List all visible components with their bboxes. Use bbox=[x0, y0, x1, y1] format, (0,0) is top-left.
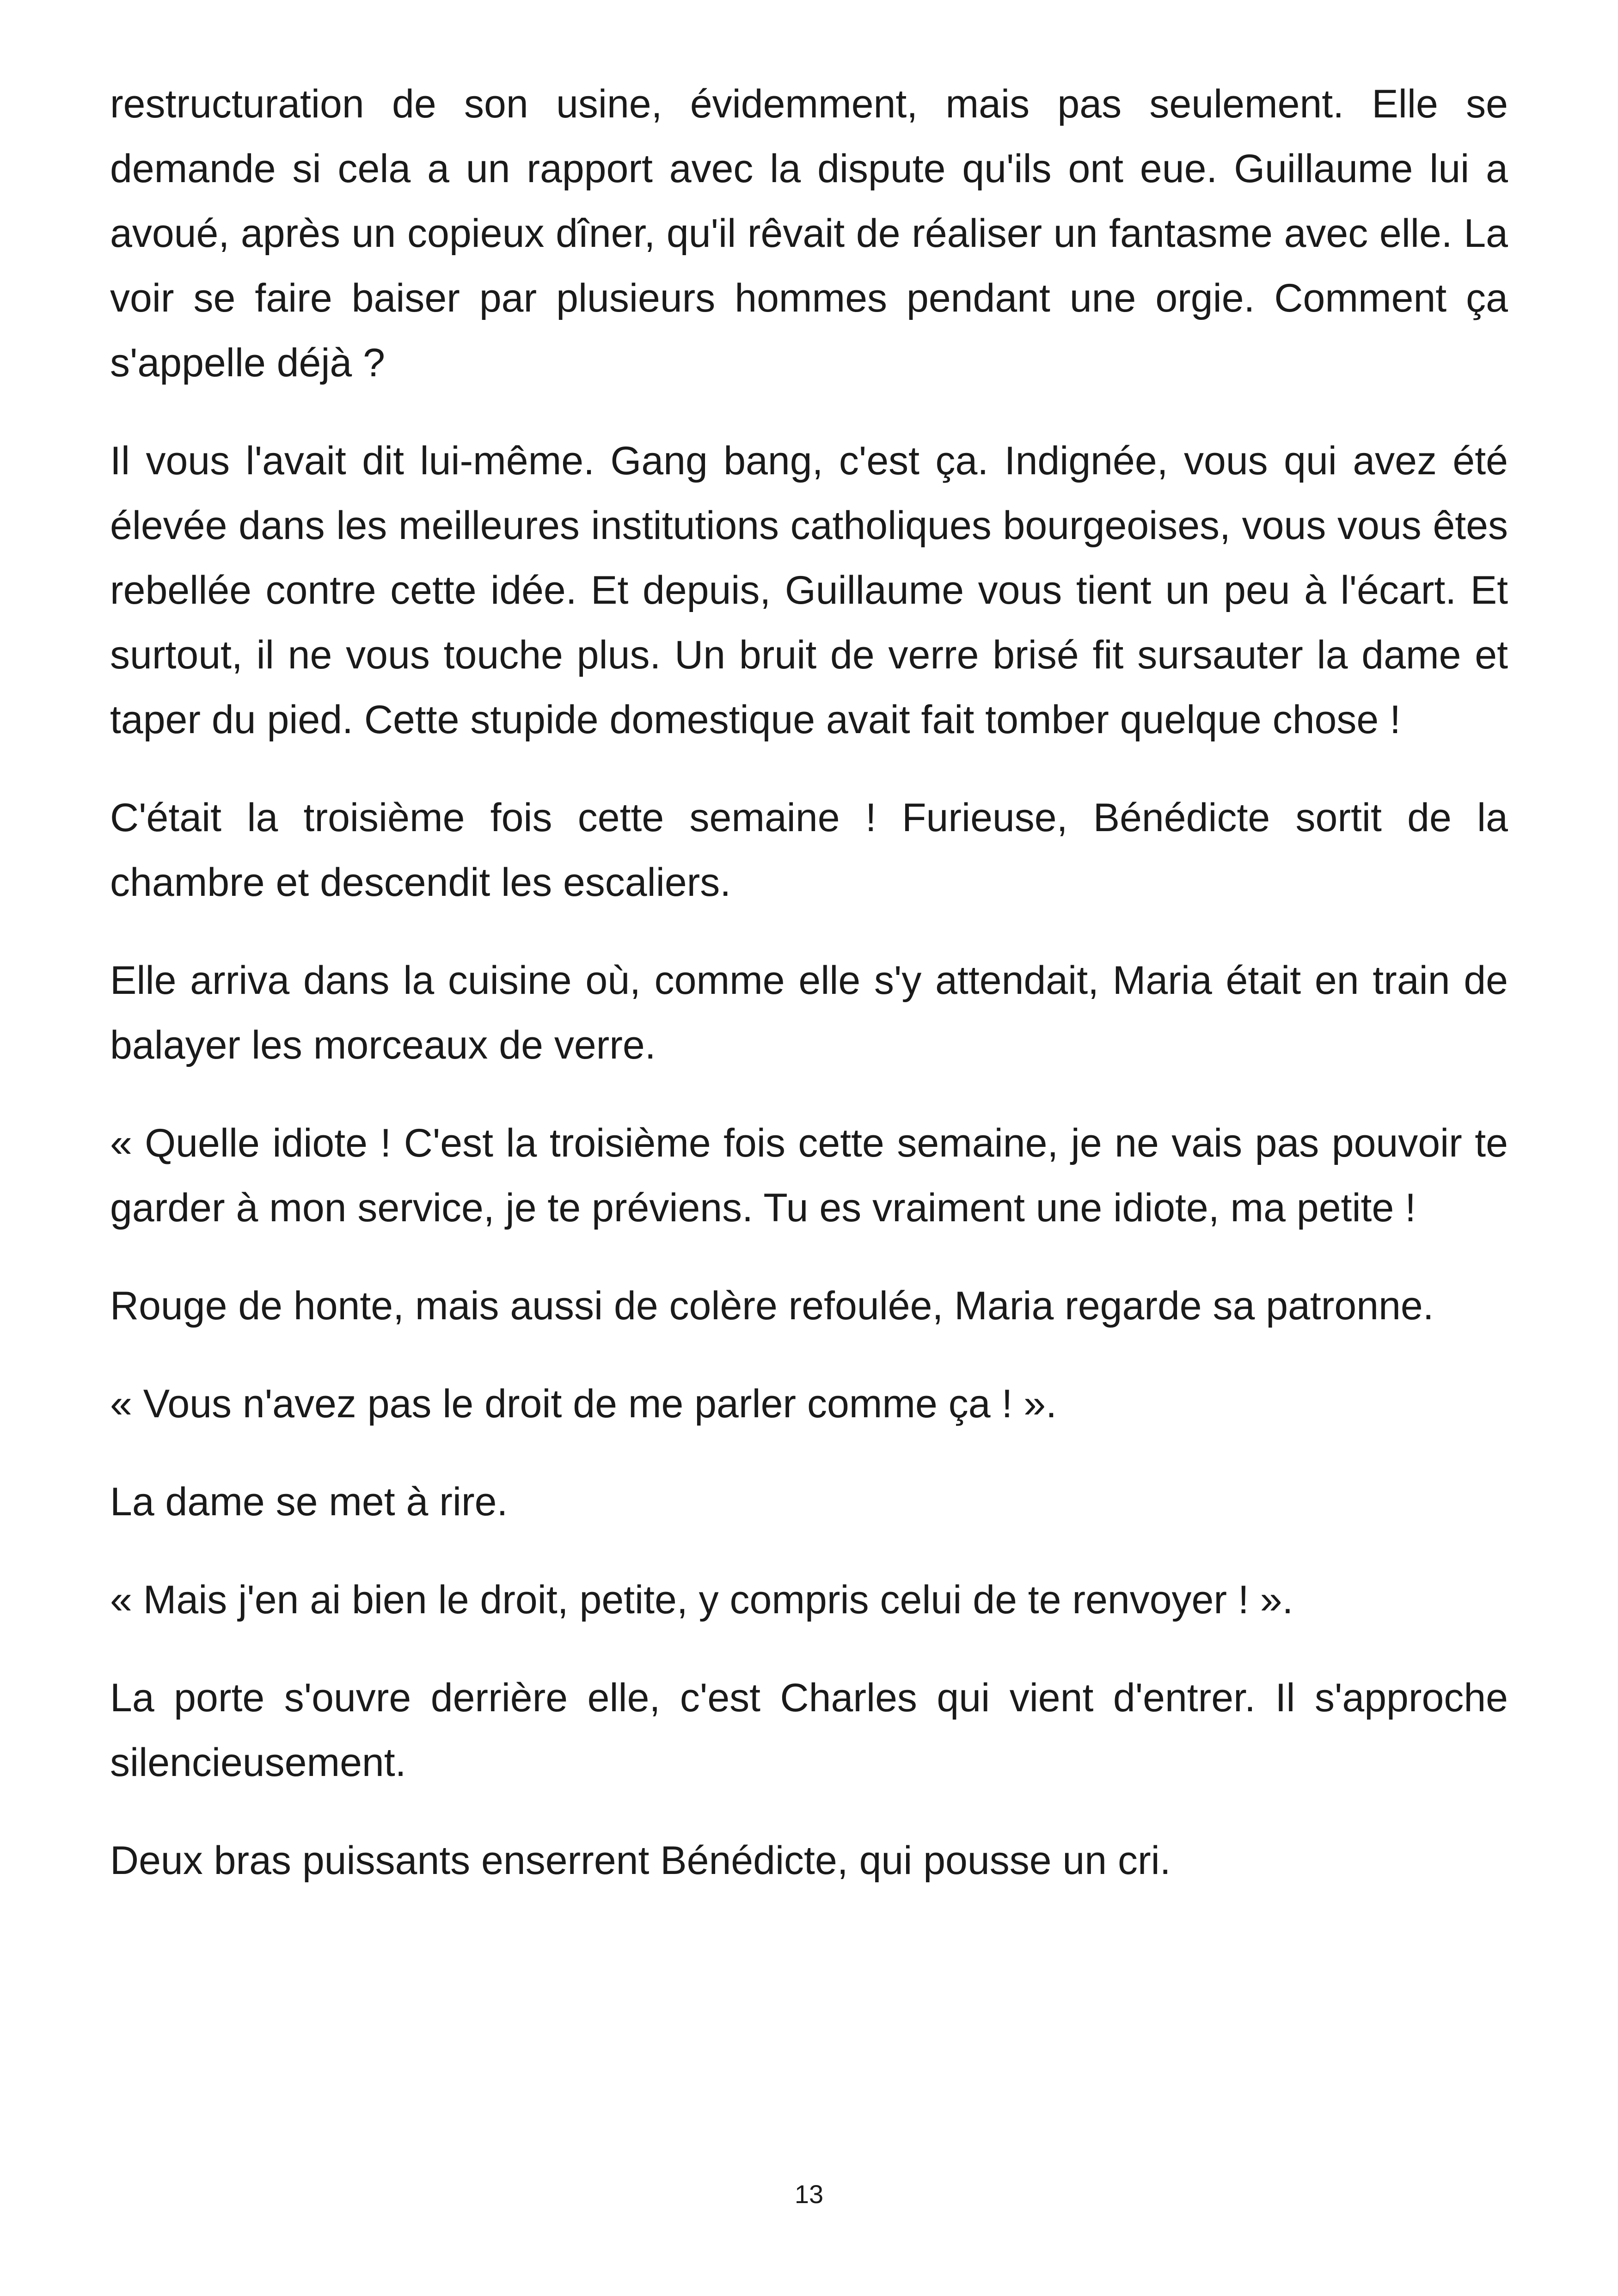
paragraph-2: Il vous l'avait dit lui-même. Gang bang, c'est ça. Indignée, vous qui avez été élevée dans les meilleures institutions catholiques bourgeoises, vous vous êtes rebellée contre cette idée. Et depuis, Guillaume vous tient un peu à l'écart. Et surtout, il ne vous touche plus. Un bruit de verre brisé fit sursauter la dame et taper du pied. Cette stupide domestique avait fait tomber quelque chose ! bbox=[110, 439, 1508, 742]
paragraph-3: C'était la troisième fois cette semaine ! Furieuse, Bénédicte sortit de la chambre et descendit les escaliers. bbox=[110, 796, 1508, 905]
body-text bbox=[110, 72, 1508, 1926]
paragraph-5: « Quelle idiote ! C'est la troisième fois cette semaine, je ne vais pas pouvoir te garder à mon service, je te préviens. Tu es vraiment une idiote, ma petite ! bbox=[110, 1121, 1508, 1230]
paragraph-10: La porte s'ouvre derrière elle, c'est Charles qui vient d'entrer. Il s'approche silencieusement. bbox=[110, 1676, 1508, 1785]
paragraph-6: Rouge de honte, mais aussi de colère refoulée, Maria regarde sa patronne. bbox=[110, 1284, 1434, 1328]
paragraph-11: Deux bras puissants enserrent Bénédicte, qui pousse un cri. bbox=[110, 1838, 1171, 1883]
paragraph-8: La dame se met à rire. bbox=[110, 1480, 508, 1524]
page-number: 13 bbox=[794, 2180, 824, 2209]
paragraph-7: « Vous n'avez pas le droit de me parler comme ça ! ». bbox=[110, 1382, 1057, 1426]
paragraph-9: « Mais j'en ai bien le droit, petite, y compris celui de te renvoyer ! ». bbox=[110, 1578, 1293, 1622]
paragraph-1: restructuration de son usine, évidemment, mais pas seulement. Elle se demande si cela a un rapport avec la dispute qu'ils ont eue. Guillaume lui a avoué, après un copieux dîner, qu'il rêvait de réaliser un fantasme avec elle. La voir se faire baiser par plusieurs hommes pendant une orgie. Comment ça s'appelle déjà ? bbox=[110, 82, 1508, 385]
paragraph-4: Elle arriva dans la cuisine où, comme elle s'y attendait, Maria était en train de balayer les morceaux de verre. bbox=[110, 958, 1508, 1067]
